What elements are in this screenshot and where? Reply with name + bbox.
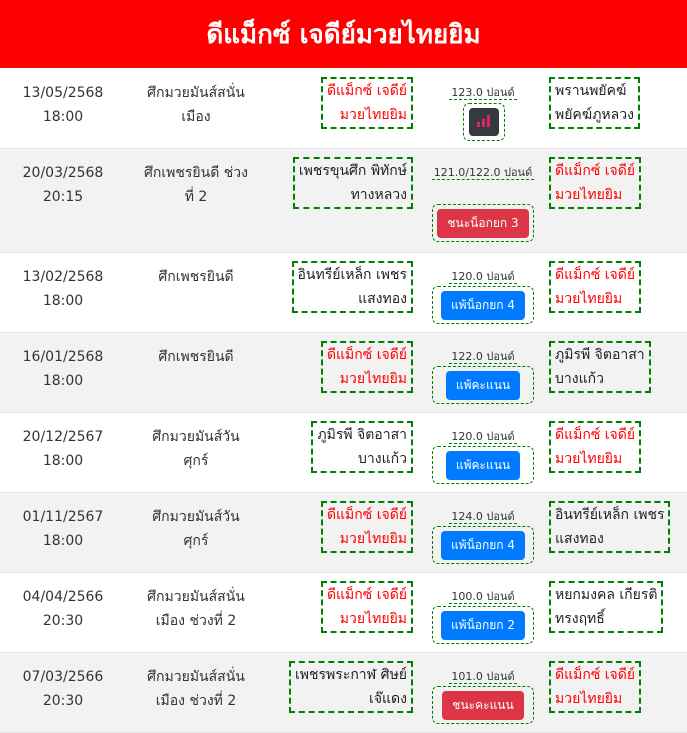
fight-date-time: 18:00 <box>42 109 84 125</box>
fighter-right-link[interactable] <box>549 77 640 129</box>
fighter-right-link[interactable] <box>549 501 670 553</box>
fighter-left-name-line2: มวยไทยยิม <box>339 107 407 123</box>
stats-button[interactable] <box>469 108 499 136</box>
event-name-line2: ที่ 2 <box>184 189 208 205</box>
fight-date <box>0 585 126 633</box>
result-wrap <box>432 204 534 242</box>
event-name-line2: เมือง ช่วงที่ 2 <box>155 613 237 629</box>
event-name <box>128 665 264 713</box>
weight-label <box>431 430 535 444</box>
fight-row <box>0 333 687 413</box>
weight-text: 101.0 ปอนด์ <box>451 670 515 683</box>
result-badge[interactable]: แพ้คะแนน <box>446 451 520 480</box>
weight-label <box>431 166 535 180</box>
result-wrap <box>432 446 534 484</box>
fight-date-time: 20:15 <box>42 189 84 205</box>
fighter-left-link[interactable] <box>321 341 413 393</box>
stats-button-wrap <box>463 103 505 141</box>
fighter-left-name-line1: ภูมิรพี จิตอาสา <box>317 427 407 443</box>
weight-text: 100.0 ปอนด์ <box>451 590 515 603</box>
fight-date <box>0 161 126 209</box>
event-name <box>128 585 264 633</box>
fighter-right-name-line1: ดีแม็กซ์ เจดีย์ <box>555 163 636 179</box>
weight-label <box>431 590 535 604</box>
event-name-line2: เมือง <box>181 109 211 125</box>
event-name <box>128 505 264 553</box>
fighter-left-name-line2: บางแก้ว <box>358 451 407 467</box>
fight-row <box>0 69 687 149</box>
fighter-right-link[interactable] <box>549 661 641 713</box>
result-wrap <box>432 286 534 324</box>
fight-date-day: 13/05/2568 <box>22 85 104 101</box>
weight-label <box>431 350 535 364</box>
result-wrap <box>432 526 534 564</box>
event-name <box>128 345 264 369</box>
result-badge[interactable]: แพ้น็อกยก 4 <box>441 531 525 560</box>
event-name-line1: ศึกมวยมันส์วัน <box>152 429 240 445</box>
fighter-left-name-line2: เจ๊แดง <box>369 691 407 707</box>
fighter-left-name-line1: ดีแม็กซ์ เจดีย์ <box>326 507 407 523</box>
event-name-line1: ศึกเพชรยินดี <box>158 349 234 365</box>
result-badge[interactable]: ชนะคะแนน <box>442 691 523 720</box>
event-name-line1: ศึกเพชรยินดี ช่วง <box>144 165 248 181</box>
fighter-right-name-line2: มวยไทยยิม <box>555 451 623 467</box>
fighter-right-link[interactable] <box>549 157 641 209</box>
fighter-right-name-line2: มวยไทยยิม <box>555 291 623 307</box>
fighter-right-name-line2: มวยไทยยิม <box>555 691 623 707</box>
weight-text: 123.0 ปอนด์ <box>451 86 515 99</box>
fighter-left-name-line1: เพชรขุนศึก พิทักษ์ <box>298 163 407 179</box>
fighter-left-name-line1: ดีแม็กซ์ เจดีย์ <box>326 347 407 363</box>
fight-row <box>0 573 687 653</box>
weight-text: 121.0/122.0 ปอนด์ <box>433 166 533 179</box>
fighter-right-name-line1: ภูมิรพี จิตอาสา <box>555 347 645 363</box>
fighter-left-name-line2: แสงทอง <box>358 291 407 307</box>
fight-date-time: 18:00 <box>42 293 84 309</box>
weight-label <box>431 270 535 284</box>
fighter-left-name-line1: เพชรพระกาฬ ศิษย์ <box>295 667 407 683</box>
fighter-left-name-line2: มวยไทยยิม <box>339 371 407 387</box>
result-badge[interactable]: ชนะน็อกยก 3 <box>437 209 528 238</box>
weight-label <box>431 510 535 524</box>
fighter-left-name-line1: ดีแม็กซ์ เจดีย์ <box>326 587 407 603</box>
fighter-right-name-line1: หยกมงคล เกียรติ <box>555 587 658 603</box>
event-name-line1: ศึกมวยมันส์สนั่น <box>147 589 245 605</box>
fighter-right-name-line1: ดีแม็กซ์ เจดีย์ <box>555 267 636 283</box>
result-wrap <box>432 366 534 404</box>
fighter-right-name-line1: ดีแม็กซ์ เจดีย์ <box>555 667 636 683</box>
fighter-left-name-line2: มวยไทยยิม <box>339 611 407 627</box>
fighter-right-link[interactable] <box>549 261 641 313</box>
fight-row <box>0 653 687 733</box>
event-name <box>128 425 264 473</box>
fight-date <box>0 345 126 393</box>
fight-date-day: 20/12/2567 <box>22 429 104 445</box>
page-title: ดีแม็กซ์ เจดีย์มวยไทยยิม <box>0 0 687 68</box>
fight-date-time: 18:00 <box>42 453 84 469</box>
fight-date-day: 20/03/2568 <box>22 165 104 181</box>
fight-date-day: 07/03/2566 <box>22 669 104 685</box>
result-wrap <box>432 686 534 724</box>
fighter-right-name-line2: ทรงฤทธิ์ <box>555 611 605 627</box>
fighter-right-link[interactable] <box>549 341 651 393</box>
fighter-left-name-line2: ทางหลวง <box>350 187 407 203</box>
fighter-right-name-line2: พยัคฆ์ภูหลวง <box>555 107 634 123</box>
fighter-left-link[interactable] <box>293 157 413 209</box>
weight-label <box>431 670 535 684</box>
fighter-right-name-line2: บางแก้ว <box>555 371 604 387</box>
result-wrap <box>432 606 534 644</box>
fighter-left-link[interactable] <box>292 261 413 313</box>
fighter-left-link[interactable] <box>289 661 413 713</box>
fighter-right-name-line2: แสงทอง <box>555 531 604 547</box>
event-name-line1: ศึกมวยมันส์วัน <box>152 509 240 525</box>
event-name-line2: ศุกร์ <box>183 533 209 549</box>
event-name-line2: เมือง ช่วงที่ 2 <box>155 693 237 709</box>
fighter-left-link[interactable] <box>321 581 413 633</box>
fight-row <box>0 149 687 253</box>
weight-label <box>431 86 535 100</box>
weight-text: 120.0 ปอนด์ <box>451 270 515 283</box>
fight-date <box>0 81 126 129</box>
event-name-line1: ศึกมวยมันส์สนั่น <box>147 85 245 101</box>
fight-date <box>0 425 126 473</box>
result-badge[interactable]: แพ้น็อกยก 2 <box>441 611 525 640</box>
fighter-right-name-line2: มวยไทยยิม <box>555 187 623 203</box>
fight-date-day: 13/02/2568 <box>22 269 104 285</box>
event-name <box>128 265 264 289</box>
fight-row <box>0 493 687 573</box>
bar-chart-icon <box>476 113 492 132</box>
fight-row <box>0 253 687 333</box>
fight-date-day: 04/04/2566 <box>22 589 104 605</box>
fight-date-time: 18:00 <box>42 373 84 389</box>
fighter-right-name-line1: ดีแม็กซ์ เจดีย์ <box>555 427 636 443</box>
fighter-left-name-line2: มวยไทยยิม <box>339 531 407 547</box>
event-name-line1: ศึกมวยมันส์สนั่น <box>147 669 245 685</box>
fighter-left-name-line1: อินทรีย์เหล็ก เพชร <box>297 267 407 283</box>
event-name-line2: ศุกร์ <box>183 453 209 469</box>
fight-date-time: 20:30 <box>42 613 84 629</box>
fighter-left-name-line1: ดีแม็กซ์ เจดีย์ <box>326 83 407 99</box>
fight-date <box>0 265 126 313</box>
fighter-right-name-line1: อินทรีย์เหล็ก เพชร <box>555 507 665 523</box>
event-name-line1: ศึกเพชรยินดี <box>158 269 234 285</box>
event-name <box>128 81 264 129</box>
fighter-left-link[interactable] <box>321 501 413 553</box>
result-badge[interactable]: แพ้น็อกยก 4 <box>441 291 525 320</box>
event-name <box>128 161 264 209</box>
fight-row <box>0 413 687 493</box>
fighter-right-name-line1: พรานพยัคฆ์ <box>555 83 627 99</box>
fight-date <box>0 665 126 713</box>
fight-date-time: 20:30 <box>42 693 84 709</box>
fight-date-day: 16/01/2568 <box>22 349 104 365</box>
fight-date-time: 18:00 <box>42 533 84 549</box>
fight-date-day: 01/11/2567 <box>22 509 104 525</box>
result-badge[interactable]: แพ้คะแนน <box>446 371 520 400</box>
weight-text: 124.0 ปอนด์ <box>451 510 515 523</box>
fighter-left-link[interactable] <box>321 77 413 129</box>
fighter-left-link[interactable] <box>311 421 413 473</box>
weight-text: 122.0 ปอนด์ <box>451 350 515 363</box>
fighter-right-link[interactable] <box>549 581 663 633</box>
fight-date <box>0 505 126 553</box>
fighter-right-link[interactable] <box>549 421 641 473</box>
weight-text: 120.0 ปอนด์ <box>451 430 515 443</box>
